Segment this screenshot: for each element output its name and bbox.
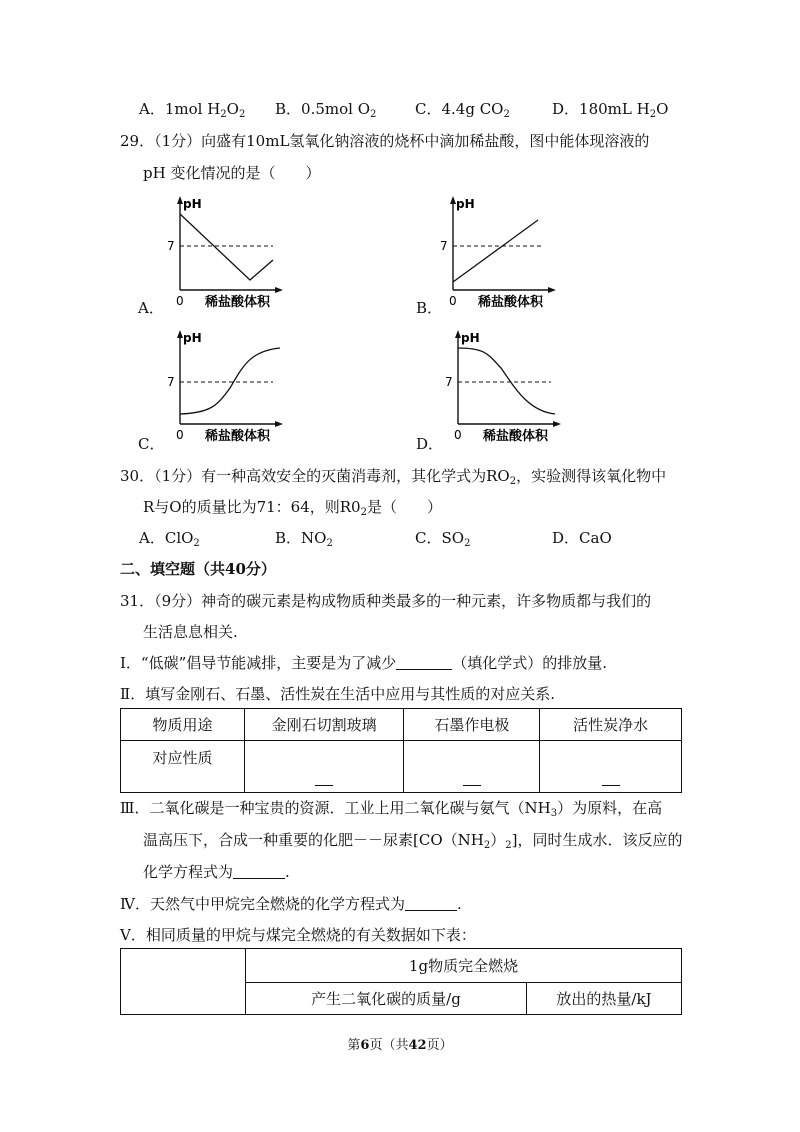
q31-part2: Ⅱ．填写金刚石、石墨、活性炭在生活中应用与其性质的对应关系. bbox=[120, 685, 555, 703]
answer-cell[interactable] bbox=[404, 741, 540, 793]
part-text: ）为原料，在高 bbox=[557, 799, 663, 817]
q28-option-a bbox=[139, 98, 245, 120]
q31-part3-line3 bbox=[143, 861, 290, 882]
table-header-cell: 石墨作电极 bbox=[404, 709, 540, 741]
section-title: 二、填空题（共40分） bbox=[120, 560, 276, 578]
table-header-cell: 1g物质完全燃烧 bbox=[246, 949, 682, 983]
x-axis-label: 稀盐酸体积 bbox=[478, 295, 544, 310]
q28-option-b bbox=[275, 98, 376, 120]
subscript: 2 bbox=[505, 840, 512, 851]
chart-c-option-label: C． bbox=[138, 435, 165, 453]
table-header-cell: 活性炭净水 bbox=[540, 709, 682, 741]
subscript: 3 bbox=[550, 808, 558, 819]
subscript: 2 bbox=[649, 109, 657, 120]
q28-option-d bbox=[552, 98, 668, 120]
q31-part4 bbox=[120, 893, 462, 914]
option-text: 0.5mol O bbox=[301, 100, 371, 118]
origin-label: 0 bbox=[454, 428, 462, 442]
q31-stem-line1: 31．（9分）神奇的碳元素是构成物质种类最多的一种元素，许多物质都与我们的 bbox=[120, 592, 652, 610]
stem-text: 是（ ） bbox=[366, 498, 442, 516]
table-row bbox=[121, 741, 682, 793]
option-text: 4.4g CO bbox=[441, 100, 504, 118]
footer-text: 页（共 bbox=[369, 1038, 409, 1053]
option-label: C． bbox=[415, 100, 442, 118]
option-text: O bbox=[656, 100, 669, 118]
ph-curve bbox=[180, 214, 273, 280]
option-text: NO bbox=[301, 529, 327, 547]
chart-c bbox=[155, 326, 295, 451]
subscript: 2 bbox=[193, 538, 200, 549]
footer-text: 页） bbox=[426, 1038, 453, 1053]
subscript: 2 bbox=[238, 109, 246, 120]
origin-label: 0 bbox=[176, 294, 184, 308]
answer-cell[interactable] bbox=[244, 741, 404, 793]
part-text: Ⅰ．“低碳”倡导节能减排，主要是为了减少 bbox=[120, 654, 397, 672]
ref-value-label: 7 bbox=[445, 375, 453, 389]
q31-part3-line2 bbox=[143, 829, 682, 851]
y-axis-label: pH bbox=[183, 331, 202, 345]
subscript: 2 bbox=[464, 538, 471, 549]
q29-stem-line2: pH 变化情况的是（ ） bbox=[143, 164, 321, 182]
answer-blank[interactable] bbox=[602, 783, 620, 786]
option-label: A． bbox=[139, 529, 165, 547]
q31-part5: Ⅴ．相同质量的甲烷与煤完全燃烧的有关数据如下表： bbox=[120, 926, 476, 944]
chart-b bbox=[428, 192, 568, 317]
stem-text: R与O的质量比为71：64，则R0 bbox=[143, 498, 361, 516]
origin-label: 0 bbox=[449, 294, 457, 308]
subscript: 2 bbox=[360, 507, 367, 518]
answer-blank[interactable] bbox=[405, 896, 457, 911]
y-axis-label: pH bbox=[461, 331, 480, 345]
part-text: . bbox=[457, 895, 462, 913]
table-header-cell: 产生二氧化碳的质量/g bbox=[246, 983, 527, 1015]
answer-cell[interactable] bbox=[540, 741, 682, 793]
q30-option-a bbox=[139, 527, 200, 549]
ref-value-label: 7 bbox=[440, 239, 448, 253]
y-axis-label: pH bbox=[456, 197, 475, 211]
part-text: 温高压下，合成一种重要的化肥－－尿素[CO（NH bbox=[143, 831, 484, 849]
x-axis-label: 稀盐酸体积 bbox=[483, 429, 549, 444]
table-blank-cell bbox=[121, 949, 246, 1015]
q30-option-b bbox=[275, 527, 333, 549]
answer-blank[interactable] bbox=[233, 864, 285, 879]
part-text: Ⅳ．天然气中甲烷完全燃烧的化学方程式为 bbox=[120, 895, 405, 913]
table-header-cell: 物质用途 bbox=[121, 709, 245, 741]
option-label: A． bbox=[139, 100, 165, 118]
option-text: CaO bbox=[579, 529, 612, 547]
subscript: 2 bbox=[370, 109, 377, 120]
ph-curve bbox=[180, 348, 280, 414]
option-text: ClO bbox=[164, 529, 194, 547]
subscript: 2 bbox=[483, 840, 491, 851]
table-header-cell: 放出的热量/kJ bbox=[527, 983, 682, 1015]
subscript: 2 bbox=[220, 109, 227, 120]
table-header-row bbox=[121, 949, 682, 983]
q30-stem-line1 bbox=[120, 465, 666, 487]
q30-option-d bbox=[552, 527, 612, 548]
chart-d bbox=[433, 326, 573, 451]
q29-stem-line1: 29．（1分）向盛有10mL氢氧化钠溶液的烧杯中滴加稀盐酸，图中能体现溶液的 bbox=[120, 132, 650, 150]
page-number: 6 bbox=[360, 1038, 370, 1053]
subscript: 2 bbox=[503, 109, 510, 120]
ref-value-label: 7 bbox=[167, 239, 175, 253]
table-header-cell: 金刚石切割玻璃 bbox=[244, 709, 404, 741]
ph-curve bbox=[458, 348, 555, 414]
q31-part1 bbox=[120, 652, 607, 673]
x-axis-arrow bbox=[553, 421, 561, 427]
option-label: C． bbox=[415, 529, 442, 547]
q30-option-c bbox=[415, 527, 470, 549]
property-table bbox=[120, 708, 682, 793]
footer-text: 第 bbox=[347, 1038, 361, 1053]
table-header-row bbox=[121, 709, 682, 741]
q28-option-c bbox=[415, 98, 510, 120]
chart-d-option-label: D． bbox=[416, 435, 444, 453]
ph-curve bbox=[453, 220, 538, 282]
part-text: （填化学式）的排放量. bbox=[452, 654, 608, 672]
origin-label: 0 bbox=[176, 428, 184, 442]
subscript: 2 bbox=[326, 538, 333, 549]
part-text: 化学方程式为 bbox=[143, 863, 234, 881]
option-label: D． bbox=[552, 529, 580, 547]
q31-part3-line1 bbox=[120, 797, 662, 819]
combustion-table bbox=[120, 948, 682, 1015]
total-pages: 42 bbox=[408, 1038, 427, 1053]
answer-blank[interactable] bbox=[315, 783, 333, 786]
answer-blank[interactable] bbox=[463, 783, 481, 786]
chart-a-option-label: A． bbox=[138, 299, 164, 317]
option-label: D． bbox=[552, 100, 580, 118]
subscript: 2 bbox=[509, 476, 517, 487]
part-text: . bbox=[285, 863, 290, 881]
y-axis-label: pH bbox=[183, 197, 202, 211]
stem-text: ，实验测得该氧化物中 bbox=[516, 467, 667, 485]
table-row-label: 对应性质 bbox=[121, 741, 245, 793]
part-text: ]，同时生成水．该反应的 bbox=[511, 831, 683, 849]
option-text: SO bbox=[441, 529, 465, 547]
x-axis-arrow bbox=[548, 287, 556, 293]
q31-stem-line2: 生活息息相关. bbox=[143, 623, 238, 641]
option-text: 1mol H bbox=[164, 100, 221, 118]
ref-value-label: 7 bbox=[167, 375, 175, 389]
x-axis-arrow bbox=[275, 287, 283, 293]
q30-stem-line2 bbox=[143, 496, 442, 518]
stem-text: 30．（1分）有一种高效安全的灭菌消毒剂，其化学式为RO bbox=[120, 467, 510, 485]
x-axis-label: 稀盐酸体积 bbox=[205, 429, 271, 444]
part-text: Ⅲ．二氧化碳是一种宝贵的资源．工业上用二氧化碳与氨气（NH bbox=[120, 799, 551, 817]
chart-b-option-label: B． bbox=[416, 299, 443, 317]
option-label: B． bbox=[275, 100, 302, 118]
x-axis-label: 稀盐酸体积 bbox=[205, 295, 271, 310]
chart-a bbox=[155, 192, 295, 317]
option-text: O bbox=[226, 100, 239, 118]
x-axis-arrow bbox=[275, 421, 283, 427]
part-text: ） bbox=[490, 831, 506, 849]
answer-blank[interactable] bbox=[396, 655, 452, 670]
option-label: B． bbox=[275, 529, 302, 547]
page-footer bbox=[0, 1034, 800, 1053]
option-text: 180mL H bbox=[579, 100, 650, 118]
